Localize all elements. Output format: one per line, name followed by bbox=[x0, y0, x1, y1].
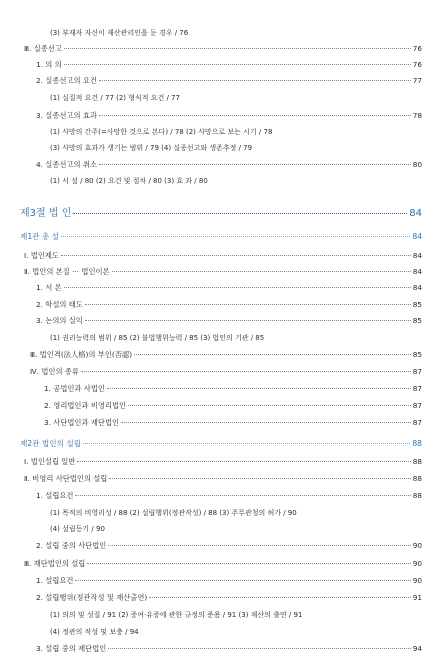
toc-entry: Ⅰ. 법인제도 84 bbox=[24, 251, 422, 260]
section-heading: 제3절 법 인 84 bbox=[20, 208, 422, 219]
toc-entry: Ⅲ. 재단법인의 설립 90 bbox=[24, 559, 422, 568]
toc-entry: Ⅰ. 법인설립 일반 88 bbox=[24, 457, 422, 466]
toc-entry: Ⅱ. 법인의 본질 ··· 법인이론 84 bbox=[24, 267, 422, 276]
toc-entry: Ⅲ. 실종선고 76 bbox=[24, 44, 422, 53]
toc-subline: (3) 부재자 자신이 재산관리인을 둔 경우 / 76 bbox=[50, 29, 189, 37]
toc-subline: (3) 사망의 효과가 생기는 범위 / 79 (4) 실종선고와 생존추정 / 79 bbox=[50, 144, 253, 152]
toc-entry: 2. 실종선고의 요건 77 bbox=[36, 76, 422, 85]
toc-entry: Ⅱ. 비영리 사단법인의 설립 88 bbox=[24, 474, 422, 483]
toc-entry: 1. 설립요건 90 bbox=[36, 576, 422, 585]
toc-subline: (1) 서 설 / 80 (2) 요건 및 절차 / 80 (3) 효 과 / 80 bbox=[50, 177, 208, 185]
subsection-heading: 제1관 총 설 84 bbox=[20, 232, 422, 241]
toc-entry: 1. 서 론 84 bbox=[36, 283, 422, 292]
toc-subline: (1) 권리능력의 범위 / 85 (2) 불법행위능력 / 85 (3) 법인의 기관 / 85 bbox=[50, 334, 265, 342]
toc-entry: 3. 설립 중의 재단법인 94 bbox=[36, 644, 422, 653]
toc-subline: (1) 실질적 요건 / 77 (2) 형식적 요건 / 77 bbox=[50, 94, 181, 102]
toc-subline: (1) 목적의 비영리성 / 88 (2) 설립행위(정관작성) / 88 (3) 주무관청의 허가 / 90 bbox=[50, 509, 297, 517]
toc-entry: 1. 설립요건 88 bbox=[36, 491, 422, 500]
toc-subline: (4) 정관의 작성 및 보충 / 94 bbox=[50, 628, 139, 636]
toc-subline: (1) 의의 및 성질 / 91 (2) 증여·유증에 관한 규정의 준용 / 91 (3) 재산의 출연 / 91 bbox=[50, 611, 303, 619]
subsection-heading: 제2관 법인의 설립 88 bbox=[20, 439, 422, 448]
toc-entry: 2. 설립 중의 사단법인 90 bbox=[36, 541, 422, 550]
toc-entry: 2. 학설의 태도 85 bbox=[36, 300, 422, 309]
toc-entry: 3. 실종선고의 효과 78 bbox=[36, 111, 422, 120]
toc-entry: 3. 사단법인과 재단법인 87 bbox=[44, 418, 422, 427]
toc-entry: Ⅲ. 법인격(法人格)의 부인(否認) 85 bbox=[30, 350, 422, 359]
toc-entry: 2. 설립행위(정관작성 및 재산출연) 91 bbox=[36, 593, 422, 602]
toc-subline: (4) 설립등기 / 90 bbox=[50, 525, 105, 533]
toc-subline: (1) 사망의 간주(=사망한 것으로 본다) / 78 (2) 사망으로 보는 시기 / 78 bbox=[50, 128, 273, 136]
toc-entry: 2. 영리법인과 비영리법인 87 bbox=[44, 401, 422, 410]
toc-entry: Ⅳ. 법인의 종류 87 bbox=[30, 367, 422, 376]
toc-entry: 1. 공법인과 사법인 87 bbox=[44, 384, 422, 393]
toc-entry: 1. 의 의 76 bbox=[36, 60, 422, 69]
toc-entry: 3. 논의의 실익 85 bbox=[36, 316, 422, 325]
toc-entry: 4. 실종선고의 취소 80 bbox=[36, 160, 422, 169]
